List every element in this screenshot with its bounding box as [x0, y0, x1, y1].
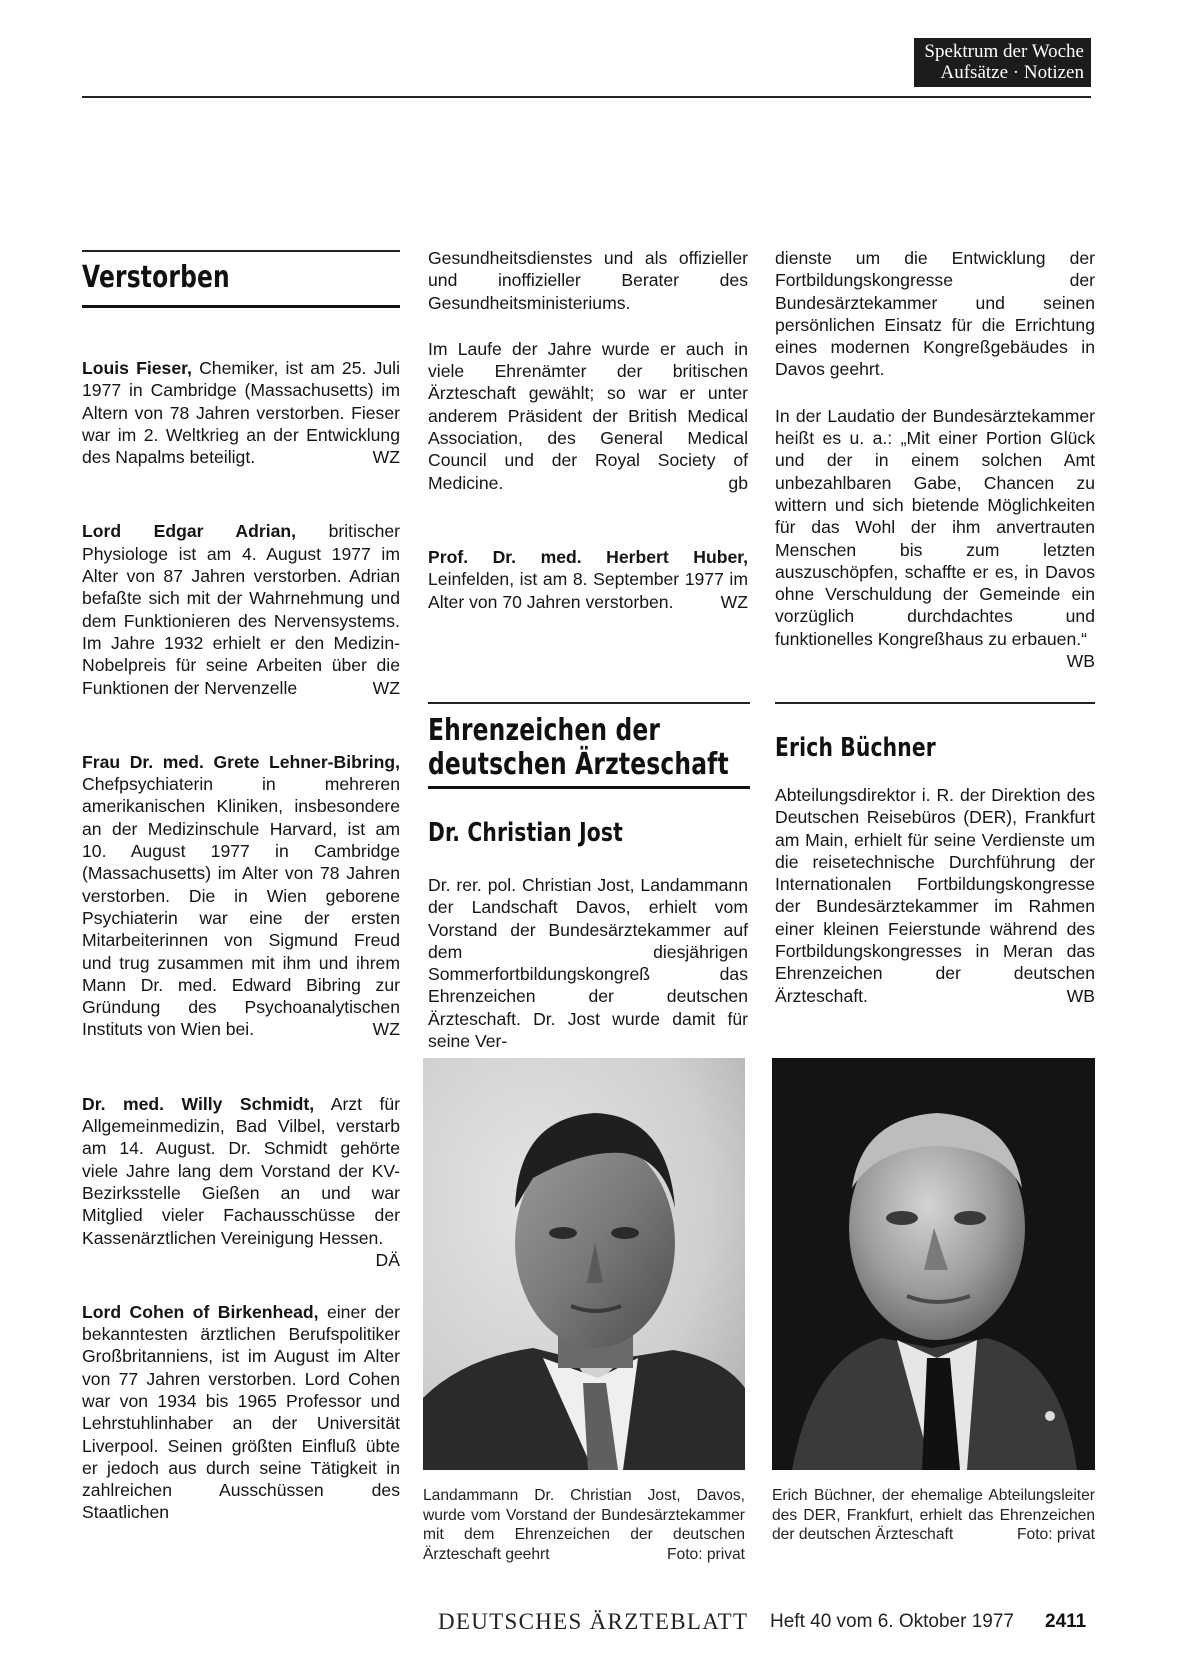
- col1-rule-top: [82, 250, 400, 252]
- section-tag-line1: Spektrum der Woche: [924, 41, 1084, 62]
- obituary-text: Leinfelden, ist am 8. September 1977 im Alter von 70 Jahren verstorben.: [428, 569, 748, 612]
- section-tag-line2: Aufsätze · Notizen: [940, 62, 1084, 83]
- buechner-heading: Erich Büchner: [775, 733, 936, 763]
- obituary-lehner-bibring: [82, 751, 400, 1041]
- obituary-name: Prof. Dr. med. Herbert Huber,: [428, 546, 748, 567]
- col3-rule: [775, 702, 1095, 704]
- buechner-caption-text: Erich Büchner, der ehemalige Abteilungsleiter des DER, Frankfurt, erhielt das Ehrenzeichen der deutschen Ärzteschaft: [772, 1487, 1095, 1544]
- obituary-text: britischer Physiologe ist am 4. August 1977 im Alter von 87 Jahren verstorben. Adrian befaßte sich mit der Wahrnehmung und dem Funktionieren des Nervensystems. Im Jahre 1932 erhielt er den Medizin-Nobelpreis für seine Arbeiten über die Funktionen der Nervenzelle: [82, 521, 400, 698]
- jost-text: Dr. rer. pol. Christian Jost, Landammann der Landschaft Davos, erhielt vom Vorstand der Bundesärztekammer auf dem diesjährigen Sommerfortbildungskongreß das Ehrenzeichen der deutschen Ärzteschaft. Dr. Jost wurde damit für seine Ver-: [428, 875, 748, 1052]
- obituary-signature: WZ: [372, 1019, 400, 1040]
- obituary-name: Lord Cohen of Birkenhead,: [82, 1301, 319, 1322]
- obituary-name: Lord Edgar Adrian,: [82, 521, 297, 542]
- page-number: 2411: [1045, 1611, 1087, 1632]
- obituary-name: Louis Fieser,: [82, 358, 192, 378]
- buechner-photo-caption: [772, 1486, 1095, 1545]
- cohen-continuation-2: Im Laufe der Jahre wurde er auch in viele Ehrenämter der britischen Ärzteschaft gewählt; so war er unter anderem Präsident der British Medical Association, des General Medical Council und der Royal Society of Medicine. gb: [428, 338, 748, 493]
- obituary-adrian: [82, 520, 400, 698]
- obituary-text: Chefpsychiaterin in mehreren amerikanischen Kliniken, insbesondere an der Medizinschule Harvard, ist am 10. August 1977 in Cambridge (Massachusetts) im Alter von 78 Jahren verstorben. Die in Wien geborene Psychiaterin war eine der ersten Mitarbeiterinnen von Sigmund Freud und trug zusammen mit ihm und ihrem Mann Dr. med. Edward Bibring zur Gründung des Psychoanalytischen Instituts von Wien bei.: [82, 774, 400, 1040]
- cohen-signature: gb: [728, 472, 748, 493]
- jost-photo: [423, 1058, 745, 1470]
- top-divider: [82, 96, 1091, 98]
- obituary-schmidt: [82, 1093, 400, 1270]
- buechner-text: Abteilungsdirektor i. R. der Direktion des Deutschen Reisebüros (DER), Frankfurt am Main, erhielt für seine Verdienste um die reisetechnische Durchführung der Internationalen Fortbildungskongresse der Bundesärztekammer im Rahmen einer kleinen Feierstunde während des Fortbildungskongresses in Meran das Ehrenzeichen der deutschen Ärzteschaft.: [775, 785, 1095, 1006]
- jost-photo-caption: [423, 1486, 745, 1564]
- obituary-fieser: [82, 357, 400, 468]
- obituary-name: Frau Dr. med. Grete Lehner-Bibring,: [82, 751, 400, 772]
- jost-heading: Dr. Christian Jost: [428, 818, 623, 848]
- obituary-text: Chemiker, ist am 25. Juli 1977 in Cambridge (Massachusetts) im Altern von 78 Jahren verstorben. Fieser war im 2. Weltkrieg an der Entwicklung des Napalms beteiligt.: [82, 358, 400, 468]
- section-rule-top: [428, 702, 750, 704]
- column-3-text: [775, 247, 1095, 672]
- section-rule-bottom: [428, 786, 750, 789]
- obituary-signature: WZ: [372, 677, 400, 698]
- section-heading: [428, 714, 729, 782]
- jost-signature: WB: [1066, 651, 1095, 672]
- jost-article: [428, 874, 748, 1052]
- jost-caption-text: Landammann Dr. Christian Jost, Davos, wurde vom Vorstand der Bundesärztekammer mit dem Ehrenzeichen der deutschen Ärzteschaft geehrt: [423, 1487, 745, 1563]
- section-tag: [914, 38, 1091, 87]
- jost-continuation-2: In der Laudatio der Bundesärztekammer heißt es u. a.: „Mit einer Portion Glück und der in einem solchen Amt unbezahlbaren Gabe, Chancen zu wittern und sich bietende Möglichkeiten für das Wohl der ihm anvertrauten Menschen bis zum letzten auszuschöpfen, schaffte er es, in Davos ohne Verschuldung der Gemeinde ein vorzüglich durchdachtes und funktionelles Kongreßhaus zu erbauen.“ WB: [775, 405, 1095, 672]
- obituary-signature: WZ: [720, 591, 748, 612]
- section-heading-line1: Ehrenzeichen der: [428, 713, 661, 748]
- obituary-text: einer der bekanntesten ärztlichen Berufspolitiker Großbritanniens, ist im August im Alter von 77 Jahren verstorben. Lord Cohen war von 1934 bis 1965 Professor und Lehrstuhlinhaber an der Universität Liverpool. Seinen größten Einfluß übte er jedoch aus durch seine Tätigkeit in zahlreichen Ausschüssen des Staatlichen: [82, 1301, 400, 1523]
- issue-info: Heft 40 vom 6. Oktober 1977: [770, 1611, 1014, 1632]
- verstorben-heading: Verstorben: [82, 260, 230, 295]
- cohen-continuation-1: Gesundheitsdienstes und als offizieller und inoffizieller Berater des Gesundheitsministeriums.: [428, 248, 748, 313]
- obituaries-column: [82, 357, 400, 1524]
- column-2-text: [428, 247, 748, 613]
- jost-continuation-1: dienste um die Entwicklung der Fortbildungskongresse der Bundesärztekammer und seinen persönlichen Einsatz für die Errichtung eines modernen Kongreßgebäudes in Davos geehrt.: [775, 248, 1095, 380]
- obituary-cohen: [82, 1301, 400, 1524]
- journal-name: DEUTSCHES ÄRZTEBLATT: [438, 1609, 749, 1634]
- jost-photo-credit: Foto: privat: [667, 1545, 745, 1563]
- obituary-signature: WZ: [372, 447, 400, 468]
- obituary-signature: DÄ: [375, 1249, 400, 1270]
- buechner-article: [775, 784, 1095, 1007]
- obituary-text: Arzt für Allgemeinmedizin, Bad Vilbel, verstarb am 14. August. Dr. Schmidt gehörte viele Jahre lang dem Vorstand der KV-Bezirksstelle Gießen an und war Mitglied vieler Fachausschüsse der Kassenärztlichen Vereinigung Hessen.: [82, 1093, 400, 1248]
- col1-rule-bottom: [82, 305, 400, 308]
- buechner-signature: WB: [1066, 985, 1095, 1006]
- obituary-huber: [428, 546, 748, 613]
- buechner-photo-credit: Foto: privat: [1017, 1526, 1095, 1544]
- obituary-name: Dr. med. Willy Schmidt,: [82, 1093, 315, 1114]
- section-heading-line2: deutschen Ärzteschaft: [428, 747, 729, 782]
- buechner-photo: [772, 1058, 1095, 1470]
